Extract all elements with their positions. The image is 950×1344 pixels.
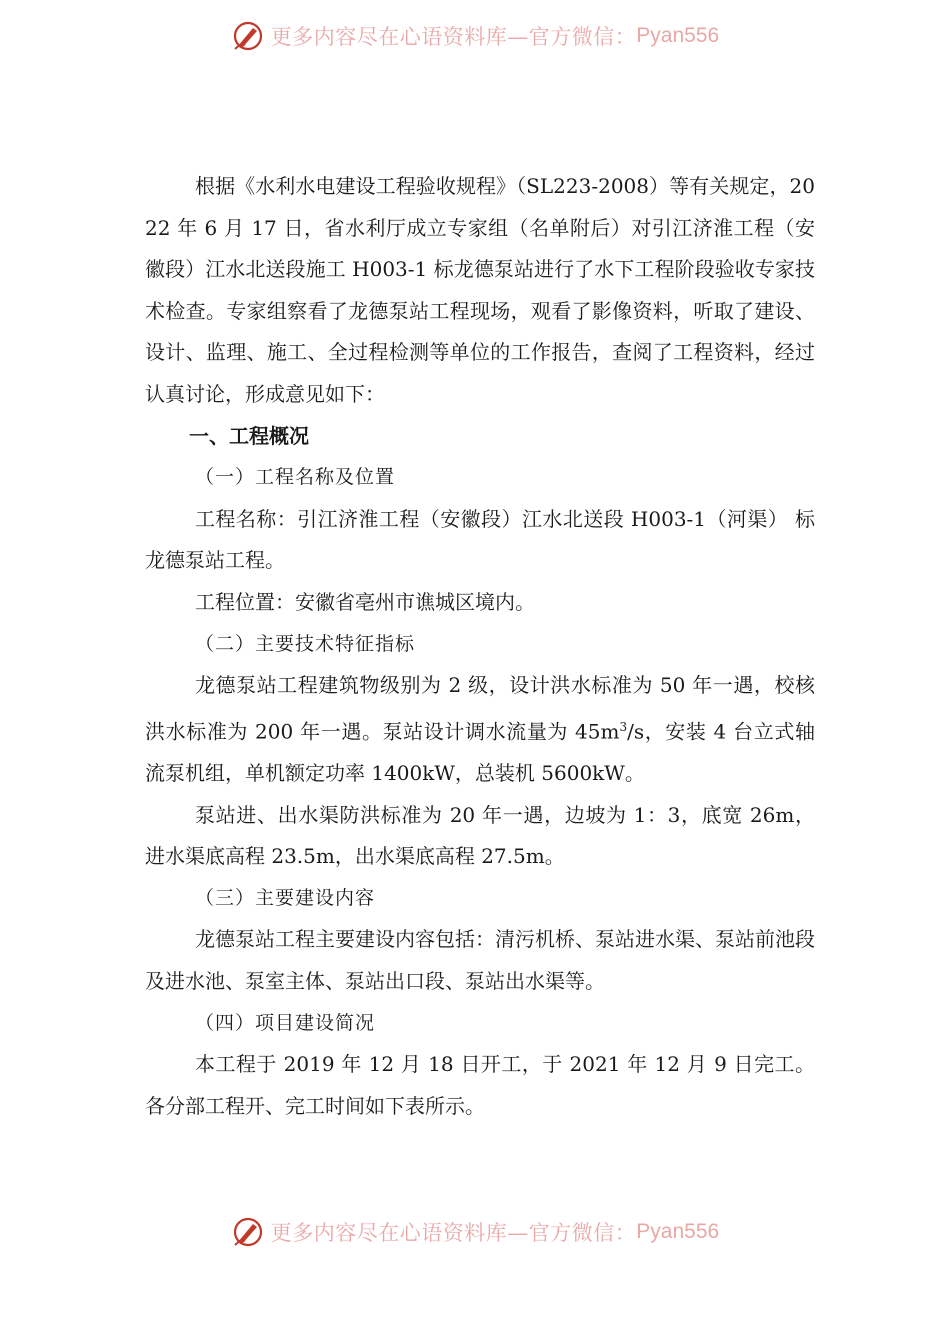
project-summary-paragraph: 本工程于 2019 年 12 月 18 日开工，于 2021 年 12 月 9 日完工。各分部工程开、完工时间如下表所示。 bbox=[145, 1052, 815, 1118]
watermark-handle: Pyan556 bbox=[636, 1220, 720, 1243]
subsection-heading-name-location: （一）工程名称及位置 bbox=[195, 466, 396, 489]
document-body bbox=[145, 166, 815, 1127]
tech-specs-text-b: /s，安装 4 台立式轴流泵机组，单机额定功率 1400kW，总装机 5600kW。 bbox=[145, 719, 815, 785]
project-location-paragraph: 工程位置：安徽省亳州市谯城区境内。 bbox=[195, 589, 535, 614]
watermark-header bbox=[0, 16, 950, 56]
subsection-heading-construction-content: （三）主要建设内容 bbox=[195, 886, 376, 909]
watermark-text: 更多内容尽在心语资料库—官方微信： bbox=[270, 25, 637, 49]
watermark-handle: Pyan556 bbox=[636, 24, 720, 47]
subsection-heading-tech-specs: （二）主要技术特征指标 bbox=[195, 632, 416, 655]
subsection-heading-project-summary: （四）项目建设简况 bbox=[195, 1011, 376, 1034]
channel-specs-paragraph: 泵站进、出水渠防洪标准为 20 年一遇，边坡为 1：3，底宽 26m， 进水渠底高程 23.5m，出水渠底高程 27.5m。 bbox=[145, 802, 815, 869]
superscript-cubed: 3 bbox=[619, 719, 628, 734]
project-name-paragraph: 工程名称：引江济淮工程（安徽段）江水北送段 H003-1（河渠） 标龙德泵站工程。 bbox=[145, 506, 815, 573]
pen-logo-icon bbox=[231, 19, 265, 53]
intro-paragraph: 根据《水利水电建设工程验收规程》（SL223-2008）等有关规定，2022 年 6 月 17 日，省水利厅成立专家组（名单附后）对引江济淮工程（安徽段）江水北送段施工 H003-1 标龙德泵站进行了水下工程阶段验收专家技术检查。专家组察看了龙德泵站工程现场，观看了影像资料，听取了建设、设计、监理、施工、全过程检测等单位的工作报告，查阅了工程资料，经过认真讨论，形成意见如下： bbox=[145, 174, 815, 406]
watermark-footer bbox=[0, 1212, 950, 1252]
tech-specs-paragraph bbox=[145, 665, 815, 794]
tech-specs-text-a: 龙德泵站工程建筑物级别为 2 级，设计洪水标准为 50 年一遇，校核洪水标准为 200 年一遇。泵站设计调水流量为 45m bbox=[145, 673, 815, 744]
construction-content-paragraph: 龙德泵站工程主要建设内容包括：清污机桥、泵站进水渠、泵站前池段及进水池、泵室主体、泵站出口段、泵站出水渠等。 bbox=[145, 927, 815, 993]
section-heading-overview: 一、工程概况 bbox=[189, 423, 309, 448]
watermark-text: 更多内容尽在心语资料库—官方微信： bbox=[270, 1221, 637, 1245]
pen-logo-icon bbox=[231, 1215, 265, 1249]
